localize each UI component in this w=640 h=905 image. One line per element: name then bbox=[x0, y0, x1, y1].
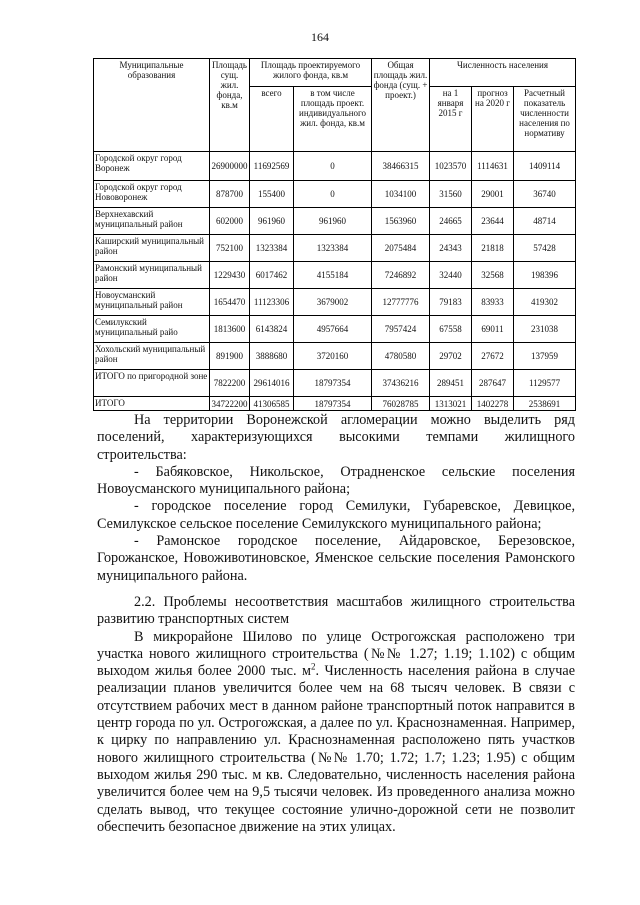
header-area-projected-individual: в том числе площадь проект. индивидуального жил. фонда, кв.м bbox=[294, 87, 372, 152]
cell-area: 602000 bbox=[210, 208, 250, 235]
section-heading: 2.2. Проблемы несоответствия масштабов жилищного строительства развитию транспортных систем bbox=[97, 593, 575, 628]
cell-p2020: 1402278 bbox=[472, 397, 514, 411]
cell-individual: 4155184 bbox=[294, 262, 372, 289]
cell-area: 1813600 bbox=[210, 316, 250, 343]
cell-individual: 3679002 bbox=[294, 289, 372, 316]
table-row bbox=[94, 262, 576, 289]
table-row bbox=[94, 152, 576, 181]
cell-sum: 1034100 bbox=[372, 181, 430, 208]
cell-municipal-name: Рамонский муниципальный район bbox=[94, 262, 210, 289]
cell-individual: 4957664 bbox=[294, 316, 372, 343]
page-number: 164 bbox=[311, 30, 329, 44]
cell-total: 29614016 bbox=[250, 370, 294, 397]
cell-total: 11692569 bbox=[250, 152, 294, 181]
cell-sum: 76028785 bbox=[372, 397, 430, 411]
cell-individual: 18797354 bbox=[294, 370, 372, 397]
cell-p2020: 69011 bbox=[472, 316, 514, 343]
cell-p2020: 27672 bbox=[472, 343, 514, 370]
cell-norm: 57428 bbox=[514, 235, 576, 262]
cell-p2015: 79183 bbox=[430, 289, 472, 316]
cell-norm: 231038 bbox=[514, 316, 576, 343]
cell-total: 6143824 bbox=[250, 316, 294, 343]
cell-p2020: 21818 bbox=[472, 235, 514, 262]
cell-area: 7822200 bbox=[210, 370, 250, 397]
header-area-existing: Площадь сущ. жил. фонда, кв.м bbox=[210, 59, 250, 152]
table-row bbox=[94, 370, 576, 397]
cell-norm: 2538691 bbox=[514, 397, 576, 411]
cell-p2020: 287647 bbox=[472, 370, 514, 397]
housing-population-table bbox=[93, 58, 576, 411]
header-pop-norm: Расчетный показатель численности населения по нормативу bbox=[514, 87, 576, 152]
cell-sum: 1563960 bbox=[372, 208, 430, 235]
header-municipal: Муниципальные образования bbox=[94, 59, 210, 152]
cell-individual: 3720160 bbox=[294, 343, 372, 370]
header-area-projected: Площадь проектируемого жилого фонда, кв.м bbox=[250, 59, 372, 87]
table-row bbox=[94, 208, 576, 235]
cell-area: 878700 bbox=[210, 181, 250, 208]
header-pop-2020: прогноз на 2020 г bbox=[472, 87, 514, 152]
bullet-semiluksky: - городское поселение город Семилуки, Губаревское, Девицкое, Семилукское сельское поселение Семилукского муниципального района; bbox=[97, 498, 575, 532]
cell-municipal-name: ИТОГО bbox=[94, 397, 210, 411]
cell-area: 1654470 bbox=[210, 289, 250, 316]
cell-sum: 2075484 bbox=[372, 235, 430, 262]
cell-sum: 7957424 bbox=[372, 316, 430, 343]
cell-p2015: 24343 bbox=[430, 235, 472, 262]
cell-sum: 4780580 bbox=[372, 343, 430, 370]
header-area-projected-total: всего bbox=[250, 87, 294, 152]
cell-municipal-name: Верхнехавский муниципальный район bbox=[94, 208, 210, 235]
header-population: Численность населения bbox=[430, 59, 576, 87]
cell-area: 1229430 bbox=[210, 262, 250, 289]
cell-p2015: 67558 bbox=[430, 316, 472, 343]
paragraph-agglomeration: На территории Воронежской агломерации можно выделить ряд поселений, характеризующихся высокими темпами жилищного строительства: bbox=[97, 412, 575, 463]
header-total-area: Общая площадь жил. фонда (сущ. + проект.) bbox=[372, 59, 430, 152]
cell-norm: 48714 bbox=[514, 208, 576, 235]
cell-p2015: 24665 bbox=[430, 208, 472, 235]
cell-total: 6017462 bbox=[250, 262, 294, 289]
superscript-2: 2 bbox=[310, 661, 316, 672]
header-pop-2015: на 1 января 2015 г bbox=[430, 87, 472, 152]
table-row bbox=[94, 235, 576, 262]
cell-total: 11123306 bbox=[250, 289, 294, 316]
cell-total: 155400 bbox=[250, 181, 294, 208]
cell-total: 3888680 bbox=[250, 343, 294, 370]
cell-norm: 1129577 bbox=[514, 370, 576, 397]
cell-municipal-name: Новоусманский муниципальный район bbox=[94, 289, 210, 316]
cell-sum: 37436216 bbox=[372, 370, 430, 397]
cell-sum: 7246892 bbox=[372, 262, 430, 289]
cell-municipal-name: Хохольский муниципальный район bbox=[94, 343, 210, 370]
cell-total: 1323384 bbox=[250, 235, 294, 262]
cell-p2015: 31560 bbox=[430, 181, 472, 208]
cell-municipal-name: Семилукский муниципальный райо bbox=[94, 316, 210, 343]
cell-municipal-name: Городской округ город Нововоронеж bbox=[94, 181, 210, 208]
table-row bbox=[94, 181, 576, 208]
cell-p2015: 29702 bbox=[430, 343, 472, 370]
paragraph-shilovo-part2: . Численность населения района в случае реализации планов увеличится более чем на 68 тысяч человек. В связи с отсутствием рабочих мест в данном районе транспортный поток направится в центр города по ул. Острогожская, а далее по ул. Краснознаменная. Например, к цирку по направлению ул. Краснознаменная расположено пять участков нового жилищного строительства (№№ 1.70; 1.72; 1.7; 1.23; 1.95) с общим выходом жилья 290 тыс. м кв. Следовательно, численность населения района увеличится более чем на 9,5 тысячи человек. Из проведенного анализа можно сделать вывод, что текущее состояние улично-дорожной сети не позволит обеспечить безопасное движение на этих улицах. bbox=[97, 663, 575, 835]
cell-p2015: 289451 bbox=[430, 370, 472, 397]
cell-area: 891900 bbox=[210, 343, 250, 370]
body-text bbox=[97, 412, 575, 836]
cell-municipal-name: Каширский муниципальный район bbox=[94, 235, 210, 262]
cell-sum: 12777776 bbox=[372, 289, 430, 316]
cell-municipal-name: Городской округ город Воронеж bbox=[94, 152, 210, 181]
cell-norm: 1409114 bbox=[514, 152, 576, 181]
table-row bbox=[94, 397, 576, 411]
cell-individual: 961960 bbox=[294, 208, 372, 235]
cell-norm: 198396 bbox=[514, 262, 576, 289]
table-row bbox=[94, 316, 576, 343]
cell-p2015: 1023570 bbox=[430, 152, 472, 181]
cell-total: 961960 bbox=[250, 208, 294, 235]
cell-area: 34722200 bbox=[211, 398, 248, 409]
table-row bbox=[94, 343, 576, 370]
cell-p2020: 32568 bbox=[472, 262, 514, 289]
paragraph-shilovo-part1: В микрорайоне Шилово по улице Острогожская расположено три участка нового жилищного строительства (№№ 1.27; 1.19; 1.102) с общим выходом жилья более 2000 тыс. м bbox=[97, 628, 575, 680]
cell-p2015: 32440 bbox=[430, 262, 472, 289]
cell-individual: 0 bbox=[294, 152, 372, 181]
cell-area: 26900000 bbox=[210, 152, 250, 181]
paragraph-shilovo bbox=[97, 629, 575, 837]
cell-individual: 0 bbox=[294, 181, 372, 208]
cell-individual: 1323384 bbox=[294, 235, 372, 262]
cell-area: 752100 bbox=[210, 235, 250, 262]
cell-p2020: 29001 bbox=[472, 181, 514, 208]
cell-p2020: 1114631 bbox=[472, 152, 514, 181]
cell-norm: 36740 bbox=[514, 181, 576, 208]
cell-p2015: 1313021 bbox=[430, 397, 472, 411]
bullet-ramonsky: - Рамонское городское поселение, Айдаровское, Березовское, Горожанское, Новоживотиновское, Яменское сельские поселения Рамонского муниципального района. bbox=[97, 533, 575, 584]
cell-individual: 18797354 bbox=[294, 397, 372, 411]
bullet-novousmansky: - Бабяковское, Никольское, Отрадненское сельские поселения Новоусманского муниципального района; bbox=[97, 463, 575, 498]
cell-municipal-name: ИТОГО по пригородной зоне bbox=[94, 370, 210, 397]
cell-sum: 38466315 bbox=[372, 152, 430, 181]
cell-norm: 137959 bbox=[514, 343, 576, 370]
cell-p2020: 83933 bbox=[472, 289, 514, 316]
cell-total: 41306585 bbox=[250, 397, 294, 411]
cell-norm: 419302 bbox=[514, 289, 576, 316]
cell-p2020: 23644 bbox=[472, 208, 514, 235]
table-row bbox=[94, 289, 576, 316]
